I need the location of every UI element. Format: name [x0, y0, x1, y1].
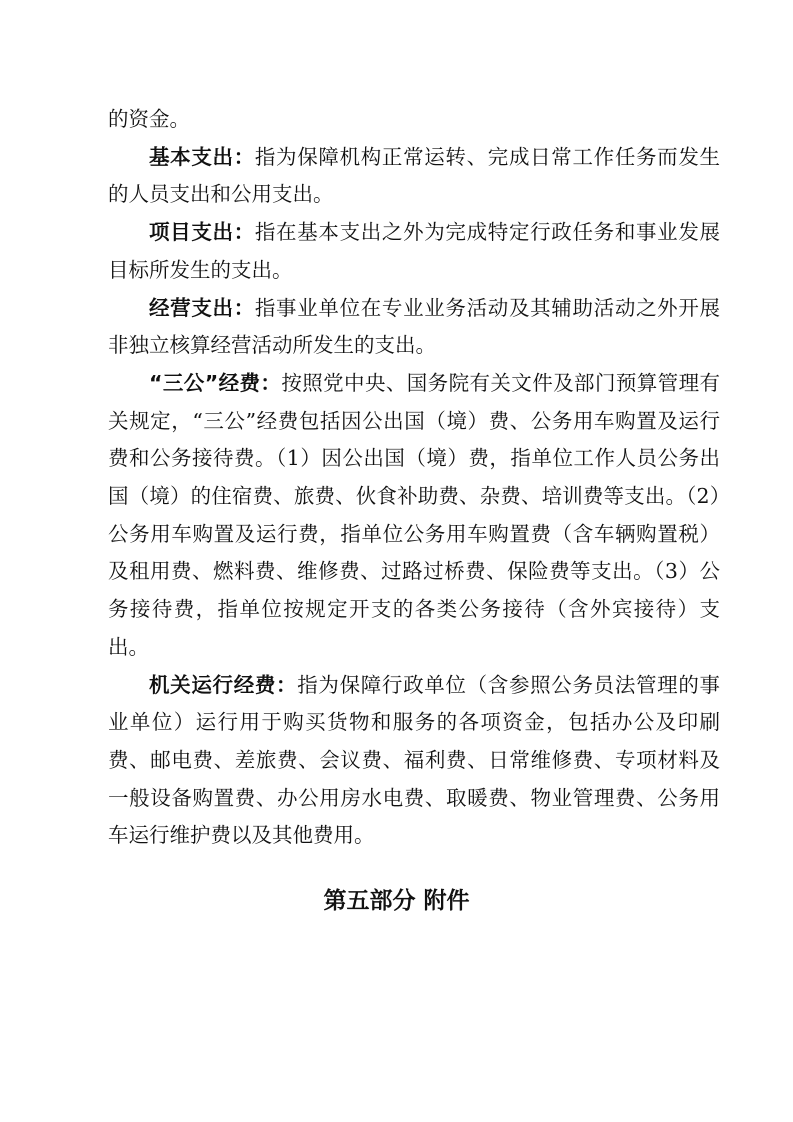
definition-term: 项目支出： [149, 220, 255, 245]
definition-term: 基本支出： [149, 144, 255, 169]
definition-term: 经营支出： [149, 295, 255, 320]
definition-text: 按照党中央、国务院有关文件及部门预算管理有关规定，“三公”经费包括因公出国（境）费、公务用车购置及运行费和公务接待费。（1）因公出国（境）费，指单位工作人员公务出国（境）的住宿费、旅费、伙食补助费、杂费、培训费等支出。（2）公务用车购置及运行费，指单位公务用车购置费（含车辆购置税）及租用费、燃料费、维修费、过路过桥费、保险费等支出。（3）公务接待费，指单位按规定开支的各类公务接待（含外宾接待）支出。 [108, 370, 720, 659]
definition-term: 机关运行经费： [149, 672, 298, 697]
continuation-text: 的资金。 [108, 107, 190, 131]
definition-basic-expenditure [108, 139, 720, 214]
definition-agency-operating-funds [108, 667, 720, 856]
definition-text: 指为保障行政单位（含参照公务员法管理的事业单位）运行用于购买货物和服务的各项资金，包括办公及印刷费、邮电费、差旅费、会议费、福利费、日常维修费、专项材料及一般设备购置费、办公用房水电费、取暖费、物业管理费、公务用车运行维护费以及其他费用。 [108, 672, 721, 848]
definition-operating-expenditure [108, 290, 720, 365]
definition-project-expenditure [108, 214, 720, 289]
definition-text: 指为保障机构正常运转、完成日常工作任务而发生的人员支出和公用支出。 [108, 144, 721, 207]
document-body [108, 101, 720, 855]
definition-term: “三公”经费： [149, 370, 282, 395]
definition-three-public-expenses [108, 365, 720, 667]
definition-text: 指事业单位在专业业务活动及其辅助活动之外开展非独立核算经营活动所发生的支出。 [108, 295, 721, 358]
continuation-paragraph [108, 101, 720, 139]
definition-text: 指在基本支出之外为完成特定行政任务和事业发展目标所发生的支出。 [108, 220, 721, 282]
section-title: 第五部分 附件 [323, 888, 470, 914]
